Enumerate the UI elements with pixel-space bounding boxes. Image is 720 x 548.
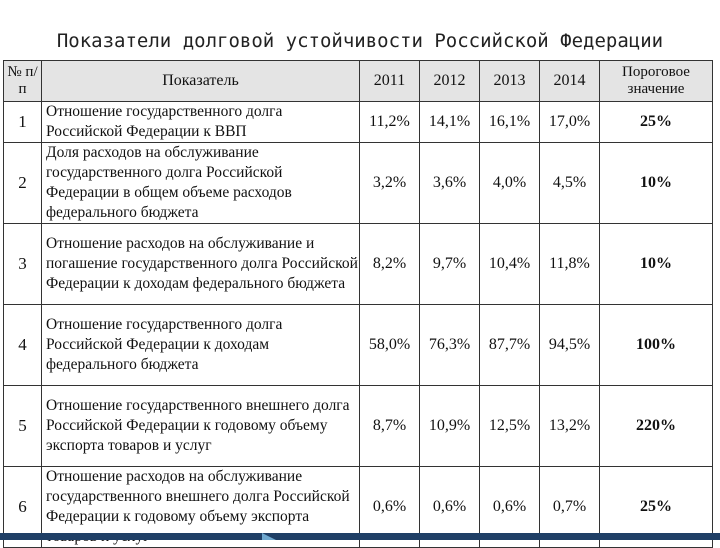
value-2011: 58,0% xyxy=(360,305,420,386)
header-threshold: Пороговое значение xyxy=(600,61,713,102)
indicator-name: Отношение расходов на обслуживание государственного внешнего долга Российской Федерации к годовому объему экспорта xyxy=(42,467,360,548)
row-number: 6 xyxy=(4,467,42,548)
threshold-value: 10% xyxy=(600,224,713,305)
table-row xyxy=(4,386,713,467)
value-2013: 0,6% xyxy=(480,467,540,548)
indicator-name: Отношение государственного долга Российской Федерации к доходам федерального бюджета xyxy=(42,305,360,386)
table-row xyxy=(4,224,713,305)
value-2014: 13,2% xyxy=(540,386,600,467)
table-row xyxy=(4,102,713,143)
value-2014: 0,7% xyxy=(540,467,600,548)
row-number: 3 xyxy=(4,224,42,305)
value-2012: 0,6% xyxy=(420,467,480,548)
value-2013: 87,7% xyxy=(480,305,540,386)
threshold-value: 100% xyxy=(600,305,713,386)
value-2011: 8,2% xyxy=(360,224,420,305)
value-2011: 0,6% xyxy=(360,467,420,548)
footer-arrow-decoration xyxy=(262,533,276,540)
value-2012: 76,3% xyxy=(420,305,480,386)
threshold-value: 25% xyxy=(600,102,713,143)
indicator-name: Отношение государственного долга Российской Федерации к ВВП xyxy=(42,102,360,143)
row-number: 2 xyxy=(4,143,42,224)
header-2013: 2013 xyxy=(480,61,540,102)
value-2014: 4,5% xyxy=(540,143,600,224)
row-number: 5 xyxy=(4,386,42,467)
indicator-name: Отношение государственного внешнего долга Российской Федерации к годовому объему экспорта товаров и услуг xyxy=(42,386,360,467)
debt-indicators-table xyxy=(3,60,713,548)
table-row xyxy=(4,143,713,224)
value-2014: 11,8% xyxy=(540,224,600,305)
value-2014: 94,5% xyxy=(540,305,600,386)
value-2012: 14,1% xyxy=(420,102,480,143)
value-2011: 8,7% xyxy=(360,386,420,467)
header-2012: 2012 xyxy=(420,61,480,102)
header-num: № п/п xyxy=(4,61,42,102)
threshold-value: 10% xyxy=(600,143,713,224)
value-2012: 3,6% xyxy=(420,143,480,224)
threshold-value: 220% xyxy=(600,386,713,467)
header-2011: 2011 xyxy=(360,61,420,102)
threshold-value: 25% xyxy=(600,467,713,548)
slide-title: Показатели долговой устойчивости Российской Федерации xyxy=(56,30,664,52)
value-2011: 11,2% xyxy=(360,102,420,143)
value-2012: 9,7% xyxy=(420,224,480,305)
value-2012: 10,9% xyxy=(420,386,480,467)
indicator-name: Отношение расходов на обслуживание и погашение государственного долга Российской Федерации к доходам федерального бюджета xyxy=(42,224,360,305)
value-2013: 10,4% xyxy=(480,224,540,305)
value-2014: 17,0% xyxy=(540,102,600,143)
row-number: 1 xyxy=(4,102,42,143)
value-2013: 16,1% xyxy=(480,102,540,143)
header-indicator: Показатель xyxy=(42,61,360,102)
row-number: 4 xyxy=(4,305,42,386)
value-2013: 12,5% xyxy=(480,386,540,467)
value-2013: 4,0% xyxy=(480,143,540,224)
footer-bar xyxy=(0,533,720,540)
indicator-name: Доля расходов на обслуживание государственного долга Российской Федерации в общем объеме расходов федерального бюджета xyxy=(42,143,360,224)
table-row xyxy=(4,305,713,386)
value-2011: 3,2% xyxy=(360,143,420,224)
table-header-row xyxy=(4,61,713,102)
header-2014: 2014 xyxy=(540,61,600,102)
